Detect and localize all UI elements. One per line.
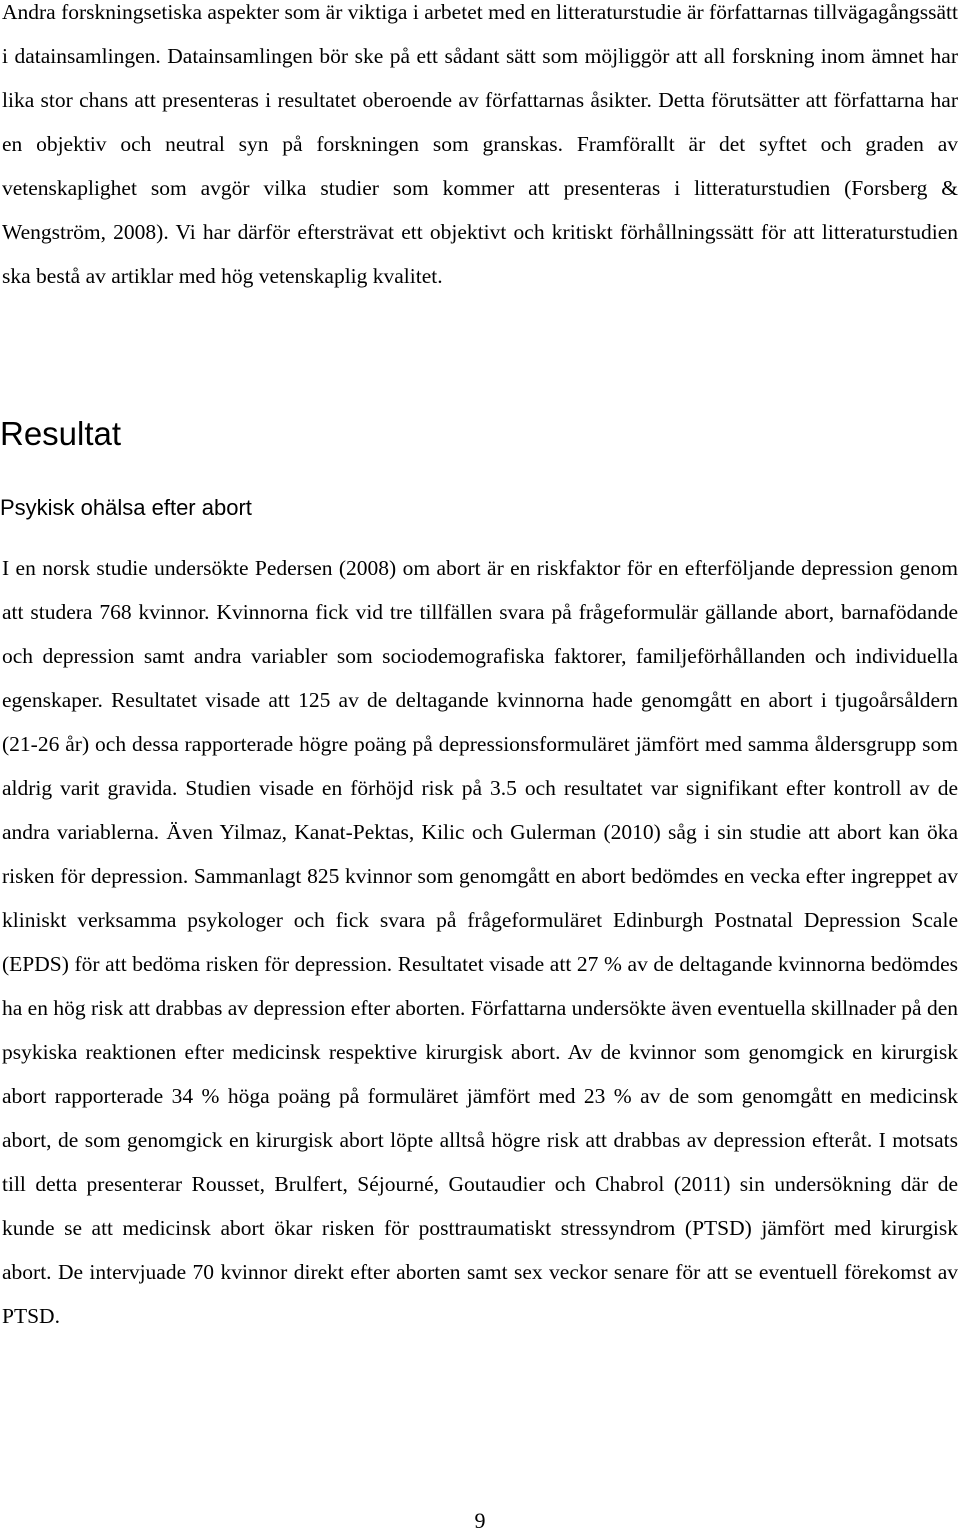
subsection-heading: Psykisk ohälsa efter abort: [0, 495, 252, 520]
body-paragraph-results: I en norsk studie undersökte Pedersen (2008) om abort är en riskfaktor för en efterföljande depression genom att studera 768 kvinnor. Kvinnorna fick vid tre tillfällen svara på frågeformulär gällande abort, barnafödande och depression samt andra variabler som sociodemografiska faktorer, familjeförhållanden och individuella egenskaper. Resultatet visade att 125 av de deltagande kvinnorna hade genomgått en abort i tjugoårsåldern (21-26 år) och dessa rapporterade högre poäng på depressionsformuläret jämfört med samma åldersgrupp som aldrig varit gravida. Studien visade en förhöjd risk på 3.5 och resultatet var signifikant efter kontroll av de andra variablerna. Även Yilmaz, Kanat-Pektas, Kilic och Gulerman (2010) såg i sin studie att abort kan öka risken för depression. Sammanlagt 825 kvinnor som genomgått en abort bedömdes en vecka efter ingreppet av kliniskt verksamma psykologer och fick svara på frågeformuläret Edinburgh Postnatal Depression Scale (EPDS) för att bedöma risken för depression. Resultatet visade att 27 % av de deltagande kvinnorna bedömdes ha en hög risk att drabbas av depression efter aborten. Författarna undersökte även eventuella skillnader på den psykiska reaktionen efter medicinsk respektive kirurgisk abort. Av de kvinnor som genomgick en kirurgisk abort rapporterade 34 % höga poäng på formuläret jämfört med 23 % av de som genomgått en medicinsk abort, de som genomgick en kirurgisk abort löpte alltså högre risk att drabbas av depression efteråt. I motsats till detta presenterar Rousset, Brulfert, Séjourné, Goutaudier och Chabrol (2011) sin undersökning där de kunde se att medicinsk abort ökar risken för posttraumatiskt stressyndrom (PTSD) jämfört med kirurgisk abort. De intervjuade 70 kvinnor direkt efter aborten samt sex veckor senare för att se eventuell förekomst av PTSD.: [2, 556, 958, 1328]
section-heading: Resultat: [0, 415, 122, 452]
page-number: 9: [474, 1508, 486, 1533]
body-paragraph-ethics: Andra forskningsetiska aspekter som är viktiga i arbetet med en litteraturstudie är författarnas tillvägagångssätt i datainsamlingen. Datainsamlingen bör ske på ett sådant sätt som möjliggör att all forskning inom ämnet har lika stor chans att presenteras i resultatet oberoende av författarnas åsikter. Detta förutsätter att författarna har en objektiv och neutral syn på forskningen som granskas. Framförallt är det syftet och graden av vetenskaplighet som avgör vilka studier som kommer att presenteras i litteraturstudien (Forsberg & Wengström, 2008). Vi har därför eftersträvat ett objektivt och kritiskt förhållningssätt för att litteraturstudien ska bestå av artiklar med hög vetenskaplig kvalitet.: [2, 0, 958, 288]
